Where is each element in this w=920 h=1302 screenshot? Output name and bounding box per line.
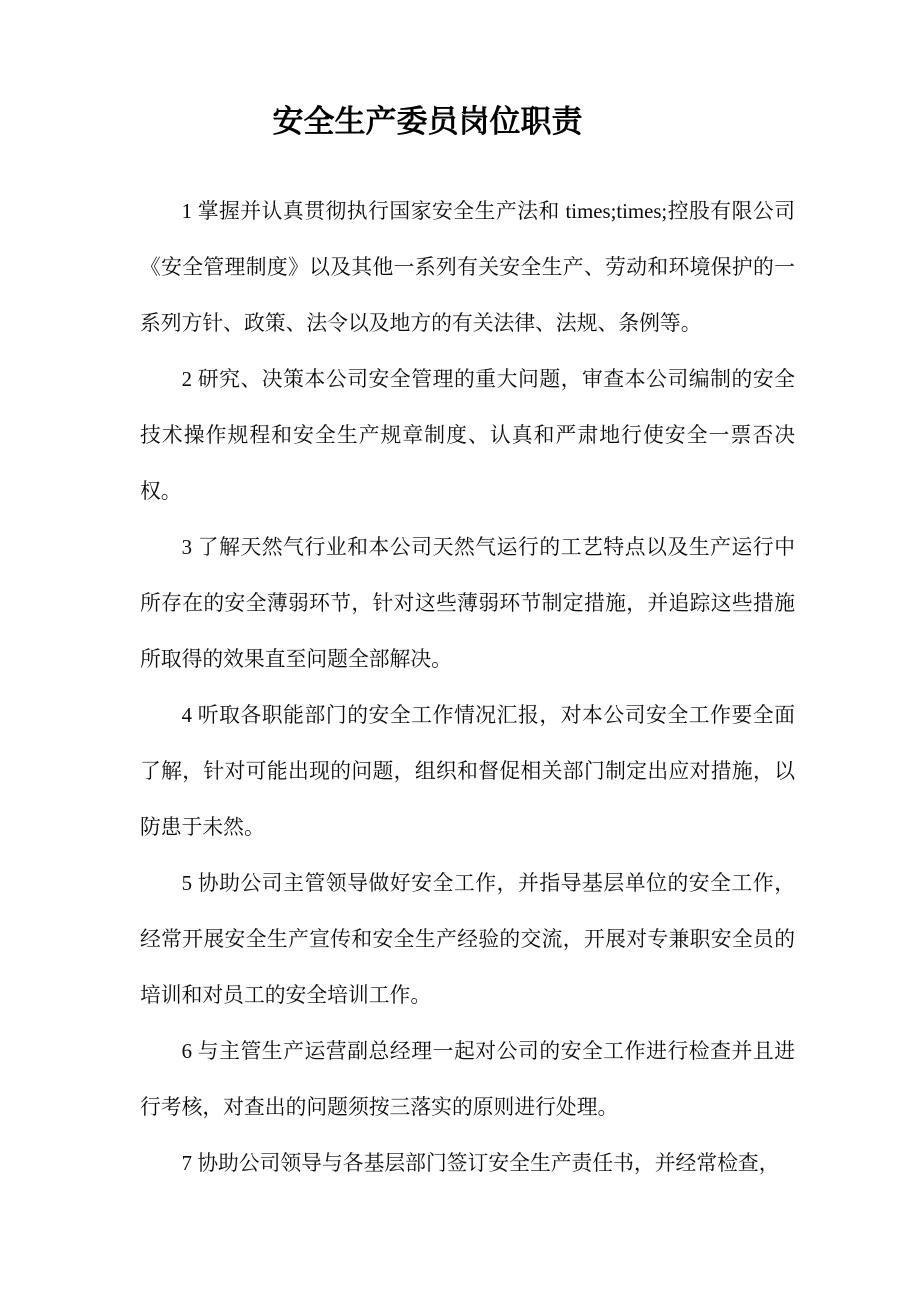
paragraph-3: 3 了解天然气行业和本公司天然气运行的工艺特点以及生产运行中所存在的安全薄弱环节，针对这些薄弱环节制定措施，并追踪这些措施所取得的效果直至问题全部解决。 [140, 536, 795, 671]
paragraph-1: 1 掌握并认真贯彻执行国家安全生产法和 times;times;控股有限公司《安全管理制度》以及其他一系列有关安全生产、劳动和环境保护的一系列方针、政策、法令以及地方的有关法律、法规、条例等。 [140, 200, 795, 335]
paragraph-5: 5 协助公司主管领导做好安全工作，并指导基层单位的安全工作，经常开展安全生产宣传和安全生产经验的交流，开展对专兼职安全员的培训和对员工的安全培训工作。 [140, 872, 795, 1007]
paragraph-6: 6 与主管生产运营副总经理一起对公司的安全工作进行检查并且进行考核，对查出的问题须按三落实的原则进行处理。 [140, 1040, 795, 1119]
paragraph-2: 2 研究、决策本公司安全管理的重大问题，审查本公司编制的安全技术操作规程和安全生产规章制度、认真和严肃地行使安全一票否决权。 [140, 368, 795, 503]
paragraph-4: 4 听取各职能部门的安全工作情况汇报，对本公司安全工作要全面了解，针对可能出现的问题，组织和督促相关部门制定出应对措施，以防患于未然。 [140, 704, 795, 839]
document-title: 安全生产委员岗位职责 [272, 104, 583, 139]
document-body [140, 184, 795, 1192]
paragraph-7: 7 协助公司领导与各基层部门签订安全生产责任书，并经常检查， [181, 1152, 780, 1175]
